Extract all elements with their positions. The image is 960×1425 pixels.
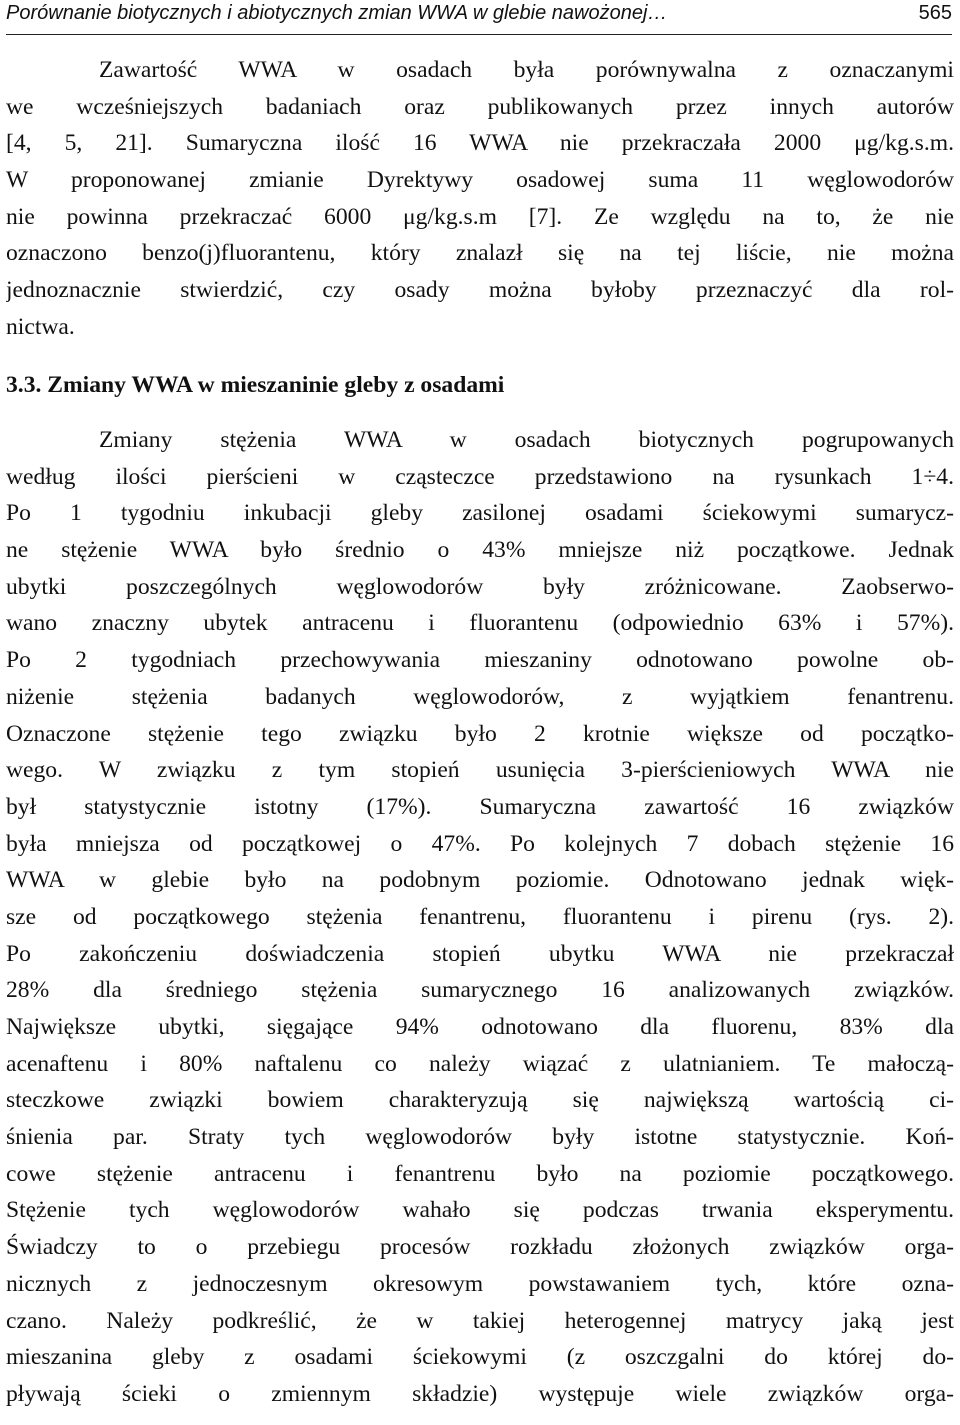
text-line: według ilości pierścieni w cząsteczce przedstawiono na rysunkach 1÷4. <box>6 463 954 490</box>
text-line: wano znaczny ubytek antracenu i fluorantenu (odpowiednio 63% i 57%). <box>6 610 954 637</box>
text-line: Stężenie tych węglowodorów wahało się podczas trwania eksperymentu. <box>6 1197 954 1224</box>
text-line: cowe stężenie antracenu i fenantrenu było na poziomie początkowego. <box>6 1160 954 1187</box>
text-line: steczkowe związki bowiem charakteryzują się największą wartością ci- <box>6 1087 954 1114</box>
text-line: był statystycznie istotny (17%). Sumaryczna zawartość 16 związków <box>6 793 954 820</box>
text-line: Po 1 tygodniu inkubacji gleby zasilonej osadami ściekowymi sumarycz- <box>6 500 954 527</box>
paragraph-sludge-content <box>6 52 954 346</box>
running-header <box>6 0 952 35</box>
text-line: WWA w glebie było na podobnym poziomie. Odnotowano jednak więk- <box>6 867 954 894</box>
text-line: Zmiany stężenia WWA w osadach biotycznych pogrupowanych <box>99 427 954 453</box>
text-line: nicznych z jednoczesnym okresowym powstawaniem tych, które ozna- <box>6 1270 954 1297</box>
text-line: pływają ścieki o zmiennym składzie) występuje wiele związków orga- <box>6 1380 954 1407</box>
text-line: [4, 5, 21]. Sumaryczna ilość 16 WWA nie przekraczała 2000 μg/kg.s.m. <box>6 130 954 157</box>
page-number: 565 <box>918 2 952 24</box>
running-title: Porównanie biotycznych i abiotycznych zmian WWA w glebie nawożonej… <box>6 2 668 24</box>
text-line: śnienia par. Straty tych węglowodorów były istotne statystycznie. Koń- <box>6 1124 954 1151</box>
text-line: ne stężenie WWA było średnio o 43% mniejsze niż początkowe. Jednak <box>6 537 954 564</box>
text-line: Oznaczone stężenie tego związku było 2 krotnie większe od początko- <box>6 720 954 747</box>
text-line: Po zakończeniu doświadczenia stopień ubytku WWA nie przekraczał <box>6 940 954 967</box>
text-line: wego. W związku z tym stopień usunięcia 3-pierścieniowych WWA nie <box>6 757 954 784</box>
text-line: jednoznacznie stwierdzić, czy osady można byłoby przeznaczyć dla rol- <box>6 277 954 304</box>
text-line: acenaftenu i 80% naftalenu co należy wiązać z ulatnianiem. Te małoczą- <box>6 1050 954 1077</box>
text-line: sze od początkowego stężenia fenantrenu, fluorantenu i pirenu (rys. 2). <box>6 903 954 930</box>
text-line: oznaczono benzo(j)fluorantenu, który znalazł się na tej liście, nie można <box>6 240 954 267</box>
text-line: czano. Należy podkreślić, że w takiej heterogennej matrycy jaką jest <box>6 1307 954 1334</box>
text-line: Po 2 tygodniach przechowywania mieszaniny odnotowano powolne ob- <box>6 647 954 674</box>
text-line: była mniejsza od początkowej o 47%. Po kolejnych 7 dobach stężenie 16 <box>6 830 954 857</box>
text-line: mieszanina gleby z osadami ściekowymi (z oszczgalni do której do- <box>6 1344 954 1371</box>
text-line: niżenie stężenia badanych węglowodorów, z wyjątkiem fenantrenu. <box>6 683 954 710</box>
text-line: Świadczy to o przebiegu procesów rozkładu złożonych związków orga- <box>6 1234 954 1261</box>
text-line: nie powinna przekraczać 6000 μg/kg.s.m [7]. Ze względu na to, że nie <box>6 203 954 230</box>
text-line: Zawartość WWA w osadach była porównywalna z oznaczanymi <box>99 57 954 83</box>
paragraph-pah-changes <box>6 422 954 1413</box>
section-heading: 3.3. Zmiany WWA w mieszaninie gleby z osadami <box>6 372 505 398</box>
text-line: W proponowanej zmianie Dyrektywy osadowej suma 11 węglowodorów <box>6 167 954 194</box>
text-line: nictwa. <box>6 313 75 340</box>
text-line: Największe ubytki, sięgające 94% odnotowano dla fluorenu, 83% dla <box>6 1014 954 1040</box>
text-line: ubytki poszczególnych węglowodorów były zróżnicowane. Zaobserwo- <box>6 573 954 600</box>
text-line: we wcześniejszych badaniach oraz publikowanych przez innych autorów <box>6 93 954 120</box>
text-line: 28% dla średniego stężenia sumarycznego 16 analizowanych związków. <box>6 977 954 1004</box>
